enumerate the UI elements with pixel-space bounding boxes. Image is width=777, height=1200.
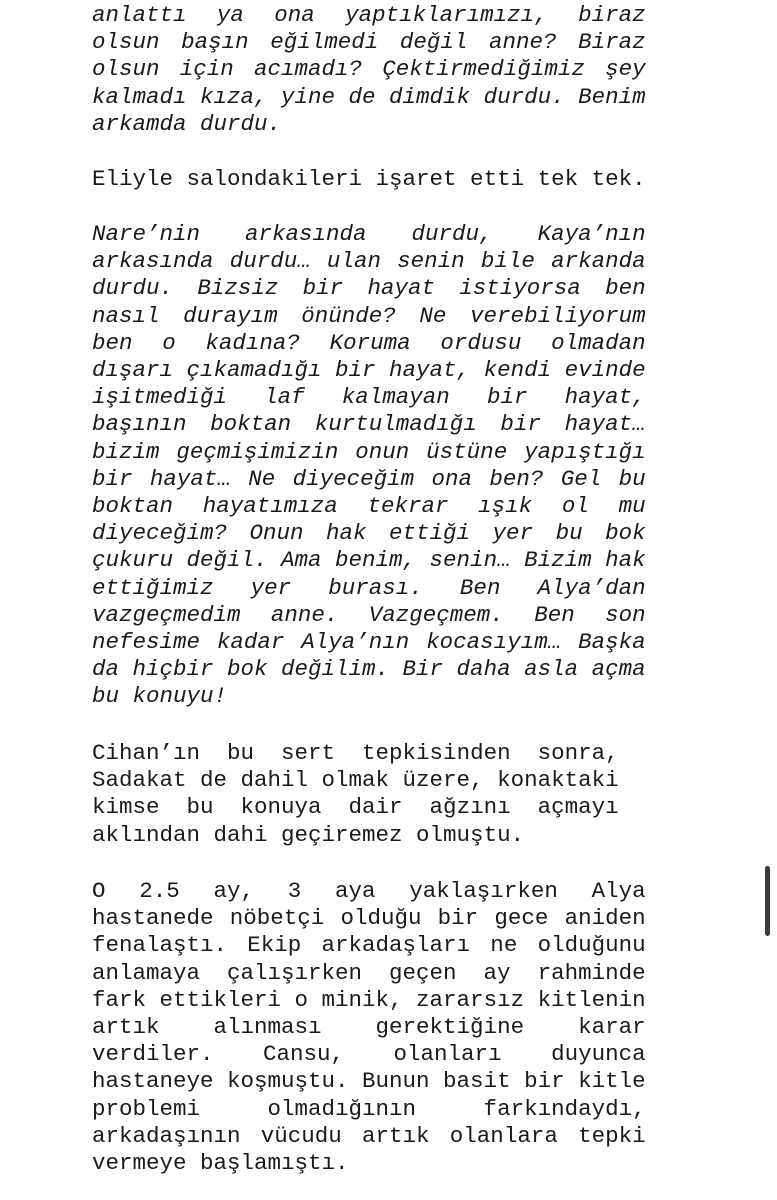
- paragraph-dialogue-1: [92, 2, 646, 138]
- text-line: arkamda durdu.: [92, 110, 282, 137]
- text-line: olsun başın eğilmedi değil anne? Biraz: [92, 29, 646, 56]
- text-line: boktan hayatımıza tekrar ışık ol mu: [92, 493, 646, 520]
- text-line: hastaneye koşmuştu. Bunun basit bir kitle: [92, 1068, 646, 1095]
- text-line: fenalaştı. Ekip arkadaşları ne olduğunu: [92, 932, 646, 959]
- text-line: anlamaya çalışırken geçen ay rahminde: [92, 959, 646, 986]
- text-line: Sadakat de dahil olmak üzere, konaktaki: [92, 767, 619, 794]
- text-line: hastanede nöbetçi olduğu bir gece aniden: [92, 905, 646, 932]
- text-line: durdu. Bizsiz bir hayat istiyorsa ben: [92, 275, 646, 302]
- text-line: nasıl durayım önünde? Ne verebiliyorum: [92, 302, 646, 329]
- text-line: O 2.5 ay, 3 aya yaklaşırken Alya: [92, 878, 646, 904]
- text-line: kimse bu konuya dair ağzını açmayı: [92, 794, 619, 821]
- text-line: bizim geçmişimizin onun üstüne yapıştığı: [92, 438, 646, 465]
- text-line: da hiçbir bok değilim. Bir daha asla açma: [92, 656, 646, 683]
- text-line: olsun için acımadı? Çektirmediğimiz şey: [92, 56, 646, 83]
- text-line: verdiler. Cansu, olanları duyunca: [92, 1041, 646, 1068]
- paragraph-narration-1: [92, 166, 646, 193]
- text-line: Nare’nin arkasında durdu, Kaya’nın: [92, 221, 646, 247]
- text-line: Cihan’ın bu sert tepkisinden sonra,: [92, 740, 619, 766]
- text-line: vermeye başlamıştı.: [92, 1150, 349, 1177]
- paragraph-narration-3: [92, 878, 646, 1177]
- text-line: artık alınması gerektiğine karar: [92, 1014, 646, 1041]
- text-line: ben o kadına? Koruma ordusu olmadan: [92, 329, 646, 356]
- text-line: vazgeçmedim anne. Vazgeçmem. Ben son: [92, 601, 646, 628]
- text-line: problemi olmadığının farkındaydı,: [92, 1095, 646, 1122]
- paragraph-dialogue-2: [92, 221, 646, 711]
- text-line: arkasında durdu… ulan senin bile arkanda: [92, 248, 646, 275]
- text-line: dışarı çıkamadığı bir hayat, kendi evinde: [92, 357, 646, 384]
- vertical-scrollbar-thumb[interactable]: [765, 866, 770, 936]
- text-line: fark ettikleri o minik, zararsız kitlenin: [92, 986, 646, 1013]
- text-line: Eliyle salondakileri işaret etti tek tek.: [92, 166, 646, 192]
- text-line: bir hayat… Ne diyeceğim ona ben? Gel bu: [92, 465, 646, 492]
- text-line: ettiğimiz yer burası. Ben Alya’dan: [92, 574, 646, 601]
- text-line: arkadaşının vücudu artık olanlara tepki: [92, 1122, 646, 1149]
- text-line: kalmadı kıza, yine de dimdik durdu. Benim: [92, 83, 646, 110]
- text-line: çukuru değil. Ama benim, senin… Bizim hak: [92, 547, 646, 574]
- text-line: bu konuyu!: [92, 683, 228, 710]
- text-line: anlattı ya ona yaptıklarımızı, biraz: [92, 2, 646, 28]
- text-line: nefesime kadar Alya’nın kocasıyım… Başka: [92, 629, 646, 656]
- text-line: başının boktan kurtulmadığı bir hayat…: [92, 411, 646, 438]
- text-line: işitmediği laf kalmayan bir hayat,: [92, 384, 646, 411]
- text-line: diyeceğim? Onun hak ettiği yer bu bok: [92, 520, 646, 547]
- paragraph-narration-2: [92, 740, 619, 849]
- text-line: aklından dahi geçiremez olmuştu.: [92, 821, 525, 848]
